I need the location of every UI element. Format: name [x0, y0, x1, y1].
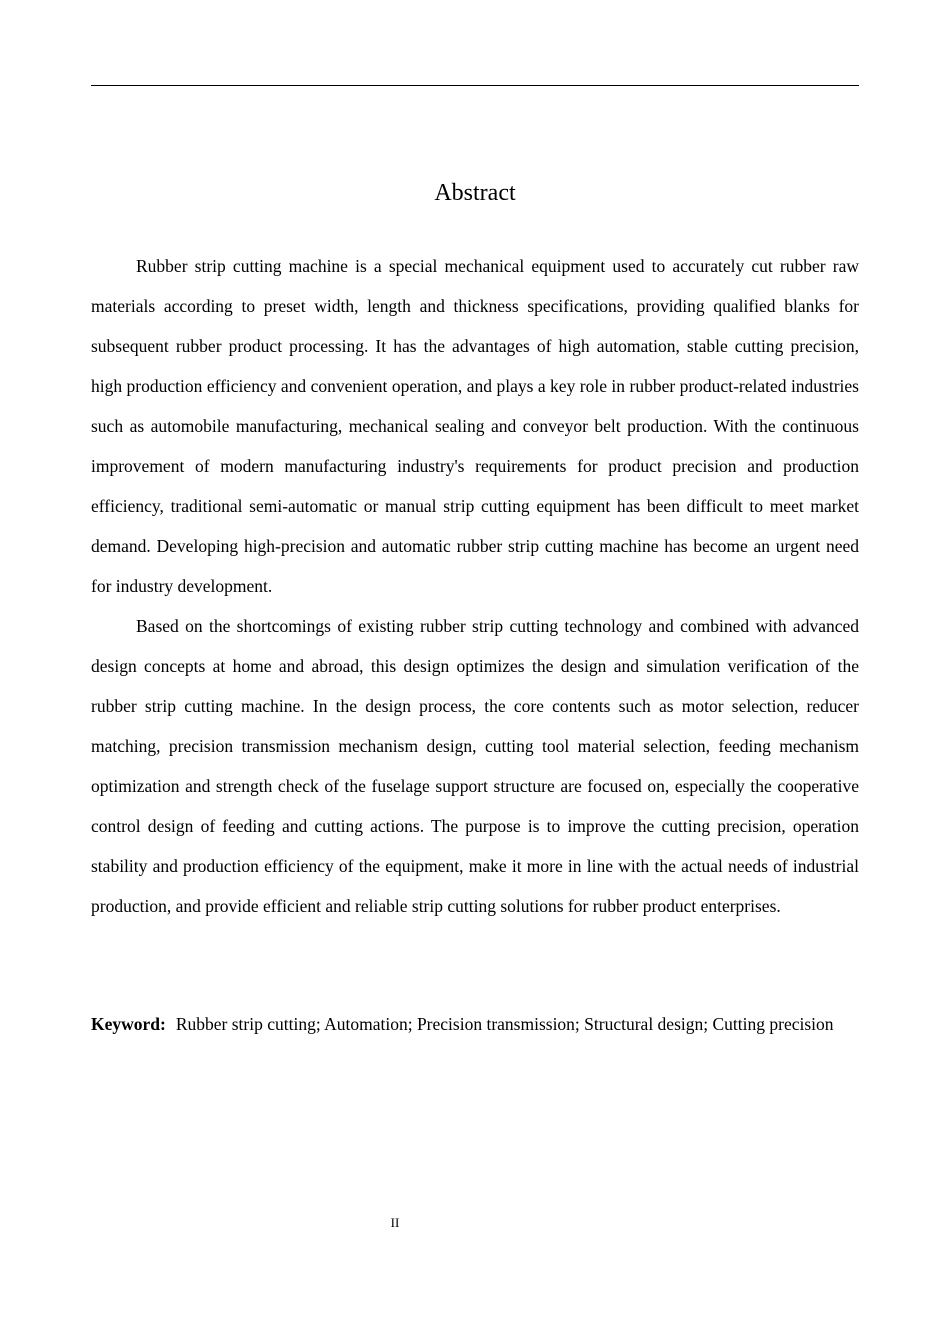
abstract-title: Abstract: [434, 180, 516, 206]
keywords-line: [91, 1004, 859, 1044]
keywords-text: Rubber strip cutting; Automation; Precision transmission; Structural design; Cutting precision: [175, 1014, 834, 1034]
abstract-body: [91, 246, 859, 926]
header-rule: [91, 85, 859, 86]
abstract-paragraph-1: Rubber strip cutting machine is a special mechanical equipment used to accurately cut rubber raw materials according to preset width, length and thickness specifications, providing qualified blanks for subsequent rubber product processing. It has the advantages of high automation, stable cutting precision, high production efficiency and convenient operation, and plays a key role in rubber product-related industries such as automobile manufacturing, mechanical sealing and conveyor belt production. With the continuous improvement of modern manufacturing industry's requirements for product precision and production efficiency, traditional semi-automatic or manual strip cutting equipment has been difficult to meet market demand. Developing high-precision and automatic rubber strip cutting machine has become an urgent need for industry development.: [91, 256, 859, 596]
page-number: II: [390, 1215, 400, 1230]
keywords-label: Keyword:: [91, 1014, 166, 1034]
abstract-paragraph-2: Based on the shortcomings of existing rubber strip cutting technology and combined with advanced design concepts at home and abroad, this design optimizes the design and simulation verification of the rubber strip cutting machine. In the design process, the core contents such as motor selection, reducer matching, precision transmission mechanism design, cutting tool material selection, feeding mechanism optimization and strength check of the fuselage support structure are focused on, especially the cooperative control design of feeding and cutting actions. The purpose is to improve the cutting precision, operation stability and production efficiency of the equipment, make it more in line with the actual needs of industrial production, and provide efficient and reliable strip cutting solutions for rubber product enterprises.: [91, 616, 859, 916]
